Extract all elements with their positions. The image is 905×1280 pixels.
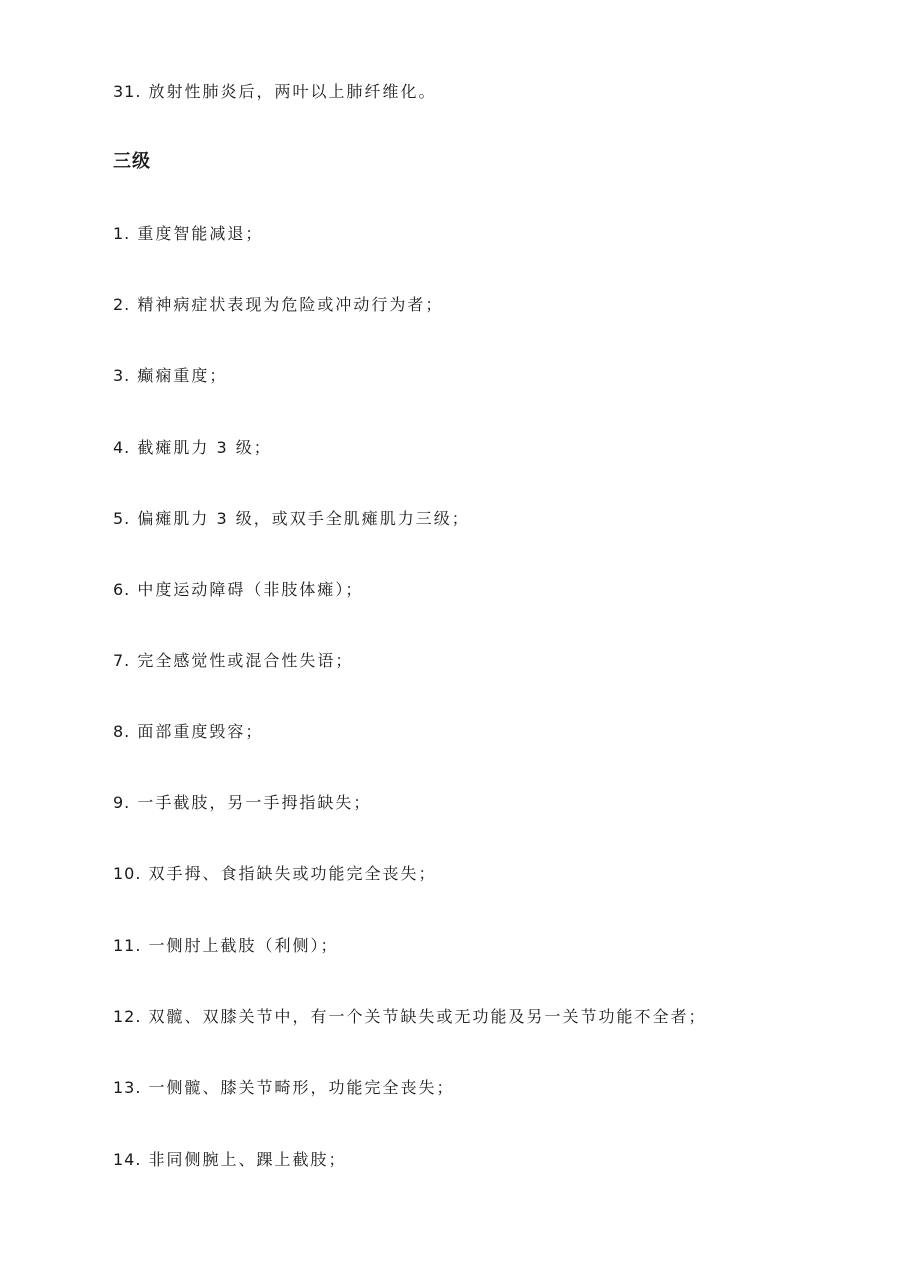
item-number: 8. (113, 722, 131, 741)
list-item (113, 82, 437, 102)
list-item (113, 295, 443, 315)
list-item (113, 1007, 707, 1027)
list-item (113, 936, 339, 956)
list-item (113, 793, 371, 813)
item-text: 非同侧腕上、踝上截肢； (148, 1150, 347, 1169)
item-number: 9. (113, 793, 131, 812)
item-number: 13. (113, 1078, 142, 1097)
item-text: 完全感觉性或混合性失语； (137, 651, 354, 670)
item-number: 2. (113, 295, 131, 314)
list-item (113, 651, 353, 671)
item-number: 10. (113, 864, 142, 883)
item-number: 3. (113, 366, 131, 385)
item-number: 5. (113, 509, 131, 528)
item-number: 11. (113, 936, 142, 955)
list-item (113, 224, 263, 244)
item-text: 一侧髋、膝关节畸形，功能完全丧失； (148, 1078, 455, 1097)
item-text: 癫痫重度； (137, 366, 228, 385)
section-heading: 三级 (113, 151, 151, 172)
item-text: 精神病症状表现为危险或冲动行为者； (137, 295, 444, 314)
item-text: 截瘫肌力 3 级； (137, 438, 272, 457)
list-item (113, 580, 363, 600)
list-item (113, 438, 272, 458)
item-text: 双髋、双膝关节中，有一个关节缺失或无功能及另一关节功能不全者； (148, 1007, 707, 1026)
item-text: 双手拇、食指缺失或功能完全丧失； (148, 864, 437, 883)
item-number: 7. (113, 651, 131, 670)
item-text: 中度运动障碍（非肢体瘫）； (137, 580, 364, 599)
item-number: 14. (113, 1150, 142, 1169)
list-item (113, 366, 227, 386)
list-item (113, 722, 263, 742)
list-item (113, 1150, 347, 1170)
item-number: 4. (113, 438, 131, 457)
item-number: 1. (113, 224, 131, 243)
list-item (113, 864, 437, 884)
item-text: 一侧肘上截肢（利侧）； (148, 936, 339, 955)
item-text: 放射性肺炎后，两叶以上肺纤维化。 (148, 82, 437, 101)
item-number: 31. (113, 82, 142, 101)
item-number: 6. (113, 580, 131, 599)
item-text: 偏瘫肌力 3 级，或双手全肌瘫肌力三级； (137, 509, 470, 528)
item-text: 面部重度毁容； (137, 722, 264, 741)
list-item (113, 509, 470, 529)
item-text: 重度智能减退； (137, 224, 264, 243)
item-number: 12. (113, 1007, 142, 1026)
item-text: 一手截肢，另一手拇指缺失； (137, 793, 372, 812)
list-item (113, 1078, 455, 1098)
